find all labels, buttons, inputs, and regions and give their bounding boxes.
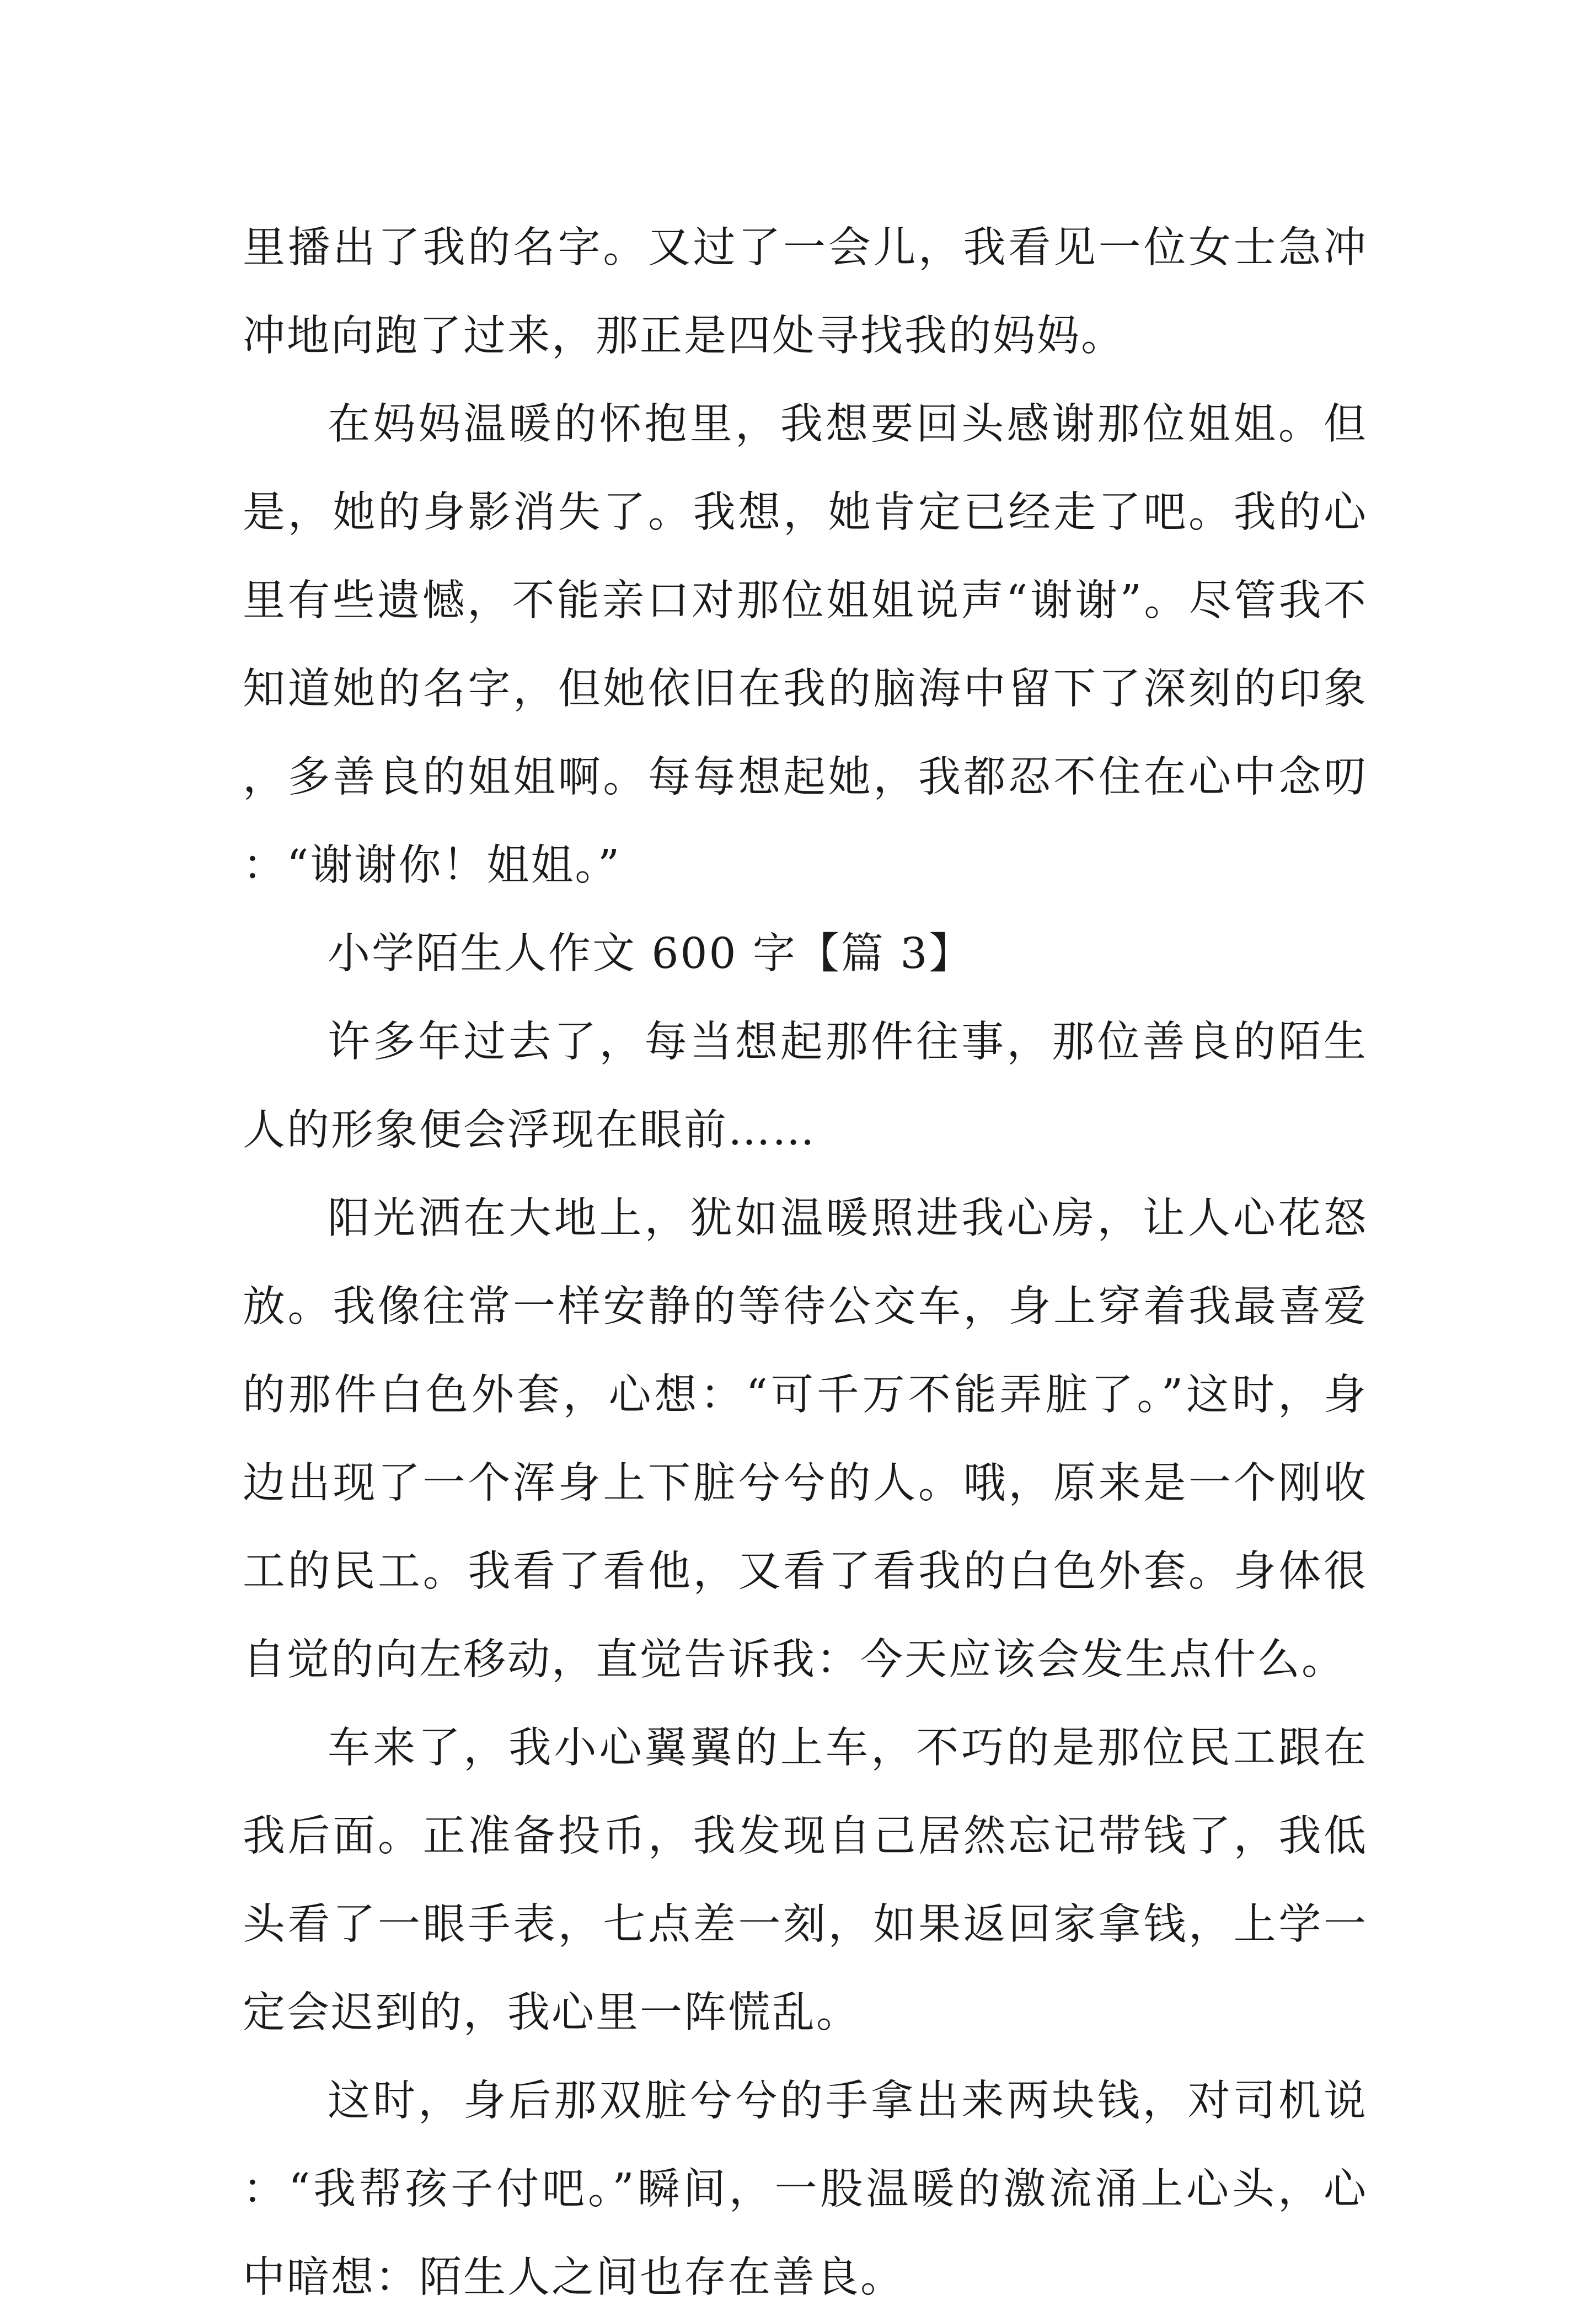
paragraph-thanks-sister: 在妈妈温暖的怀抱里，我想要回头感谢那位姐姐。但是，她的身影消失了。我想，她肯定已经走了吧。我的心里有些遗憾，不能亲口对那位姐姐说声“谢谢”。尽管我不知道她的名字，但她依旧在我的脑海中留下了深刻的印象，多善良的姐姐啊。每每想起她，我都忍不住在心中念叨：“谢谢你！姐姐。” bbox=[243, 400, 1368, 890]
document-body bbox=[243, 204, 1368, 2322]
paragraph-intro: 许多年过去了，每当想起那件往事，那位善良的陌生人的形象便会浮现在眼前…… bbox=[243, 1018, 1368, 1155]
paragraph-bus-stop: 阳光洒在大地上，犹如温暖照进我心房，让人心花怒放。我像往常一样安静的等待公交车，身上穿着我最喜爱的那件白色外套，心想：“可千万不能弄脏了。”这时，身边出现了一个浑身上下脏兮兮的人。哦，原来是一个刚收工的民工。我看了看他，又看了看我的白色外套。身体很自觉的向左移动，直觉告诉我：今天应该会发生点什么。 bbox=[243, 1194, 1368, 1684]
paragraph-continuation: 里播出了我的名字。又过了一会儿，我看见一位女士急冲冲地向跑了过来，那正是四处寻找我的妈妈。 bbox=[243, 223, 1368, 361]
section-heading: 小学陌生人作文 600 字【篇 3】 bbox=[328, 929, 973, 978]
paragraph-kindness: 这时，身后那双脏兮兮的手拿出来两块钱，对司机说：“我帮孩子付吧。”瞬间，一股温暖的激流涌上心头，心中暗想：陌生人之间也存在善良。 bbox=[243, 2077, 1368, 2302]
paragraph-boarding: 车来了，我小心翼翼的上车，不巧的是那位民工跟在我后面。正准备投币，我发现自己居然忘记带钱了，我低头看了一眼手表，七点差一刻，如果返回家拿钱，上学一定会迟到的，我心里一阵慌乱。 bbox=[243, 1724, 1368, 2037]
